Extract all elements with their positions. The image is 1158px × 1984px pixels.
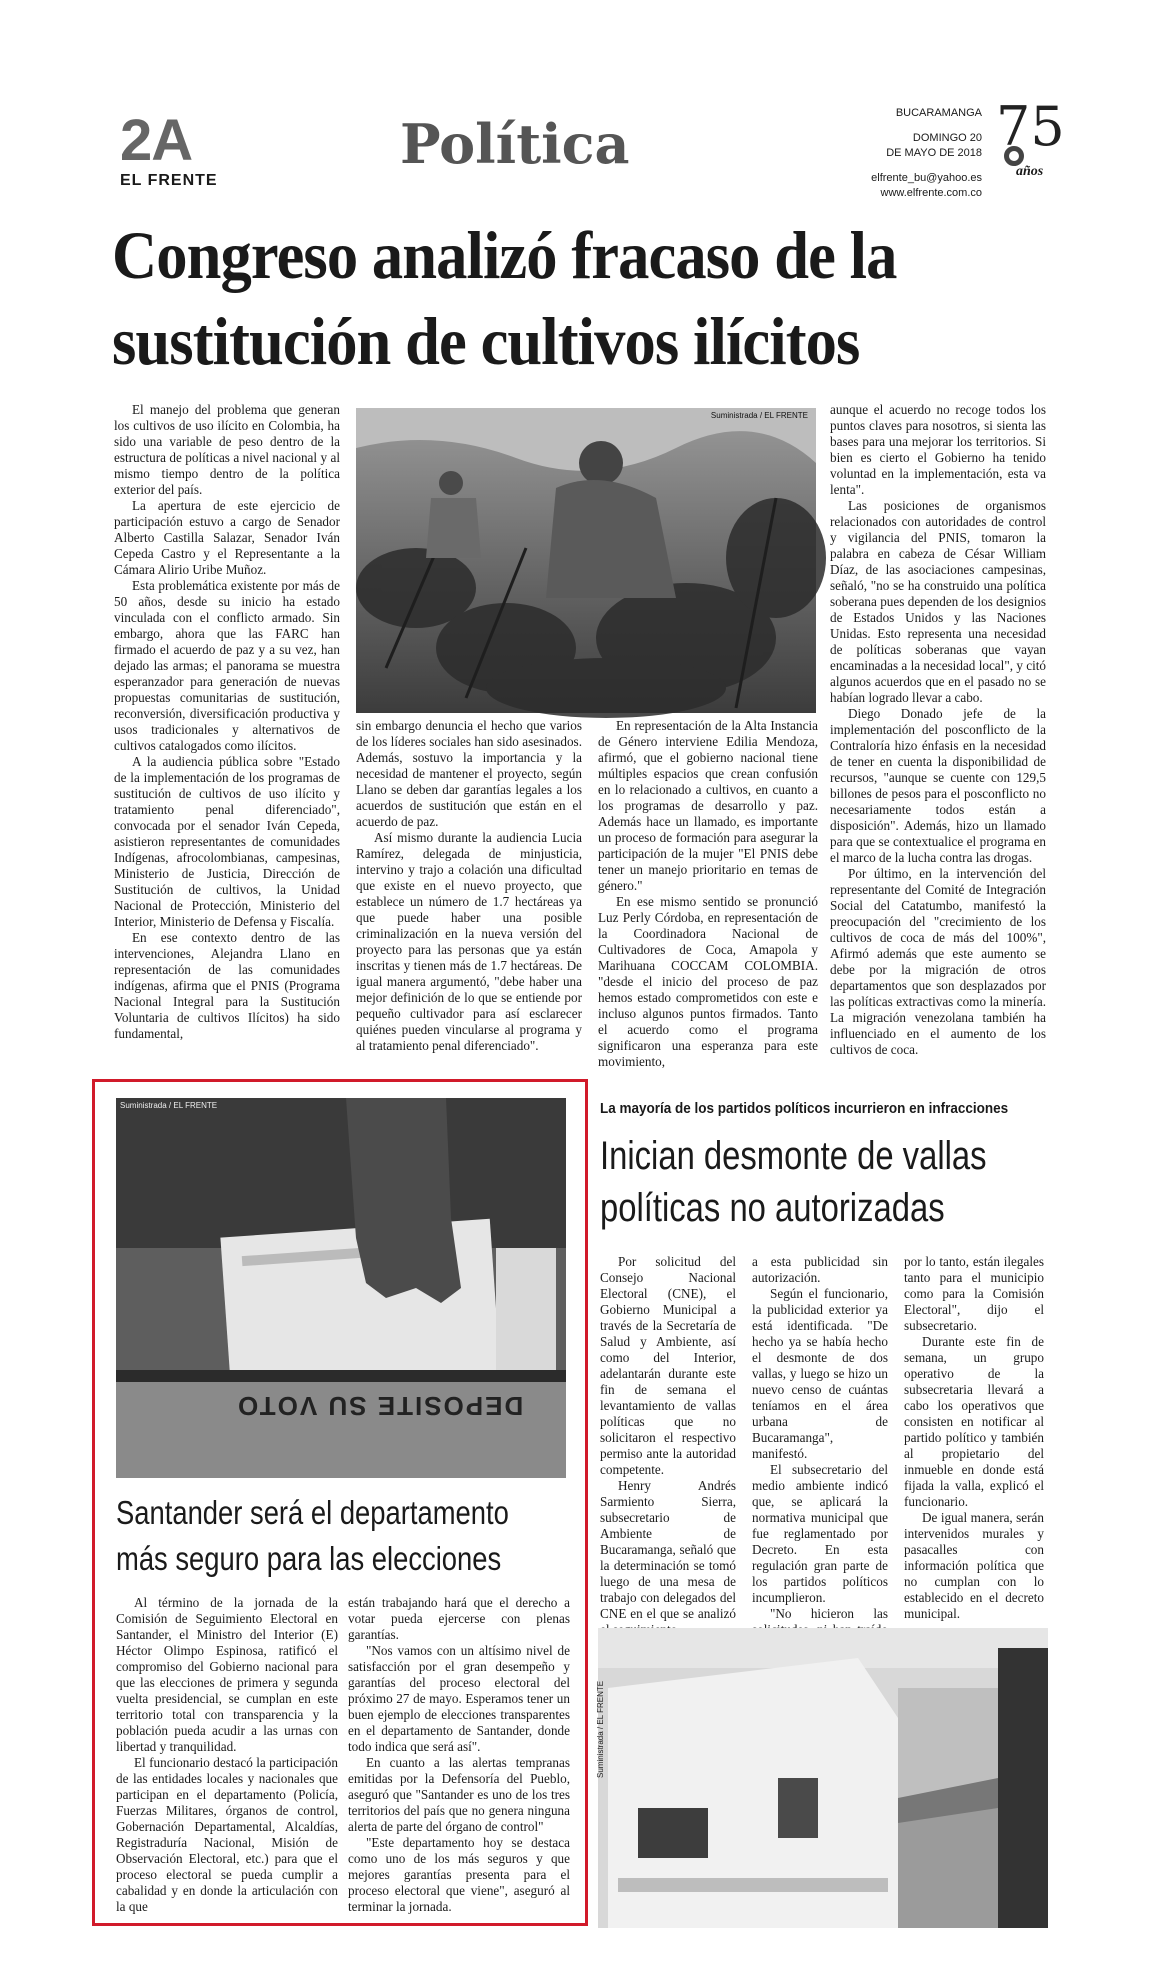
paragraph: La apertura de este ejercicio de participación estuvo a cargo de Senador Alberto Castilla Salazar, Senador Iván Cepeda Castro y el Representante a la Cámara Alirio Uribe Muñoz.	[114, 498, 340, 577]
paragraph: están trabajando hará que el derecho a votar pueda ejercerse con plenas garantías.	[348, 1595, 570, 1642]
paragraph: "Este departamento hoy se destaca como uno de los más seguros y que mejores garantías presenta para el proceso electoral que viene", aseguró al terminar la jornada.	[348, 1835, 570, 1914]
paragraph: Por último, en la intervención del representante del Comité de Integración Social del Catatumbo, manifestó la preocupación del "crecimiento de los cultivos de coca de más del 100%", Afirmó además que este aumento se debe por la migración de otros departamentos que son desplazados por las políticas extractivas como la minería. La migración venezolana también ha influenciado en el aumento de los cultivos de coca.	[830, 866, 1046, 1057]
anniversary-ring-icon	[1004, 146, 1024, 166]
paragraph: En ese mismo sentido se pronunció Luz Perly Córdoba, en representación de la Coordinadora Nacional de Cultivadores de Coca, Amapola y Marihuana COCCAM COLOMBIA. "desde el inicio del proceso de paz hemos estado comprometidos con este e incluso algunos puntos firmados. Tanto el acuerdo como el programa significaron una esperanza para este movimiento,	[598, 894, 818, 1069]
paragraph: a esta publicidad sin autorización.	[752, 1254, 888, 1285]
paragraph: El funcionario destacó la participación de las entidades locales y nacionales que participan en el departamento (Policía, Fuerzas Militares, órganos de control, Gobernación Departamental, Alcaldías, Registraduría Nacional, Misión de Observación Electoral, etc.) para que el proceso electoral se pueda cumplir a cabalidad y en donde la articulación con la que	[116, 1755, 338, 1914]
side-headline-line-2: políticas no autorizadas	[600, 1186, 945, 1230]
paragraph: Henry Andrés Sarmiento Sierra, subsecretario de Ambiente de Bucaramanga, señaló que la determinación se tomó luego de una mesa de trabajo con delegados del CNE en el que se analizó	[600, 1478, 736, 1621]
paragraph: sin embargo denuncia el hecho que varios de los líderes sociales han sido asesinados. Además, sostuvo la importancia y la necesidad de mantener el proyecto, según Llano se deben dar garantías legales a los acuerdos de sustitución que están en el acuerdo de paz.	[356, 718, 582, 829]
paragraph: Según el funcionario, la publicidad exterior ya está identificada. "De hecho ya se había hecho el desmonte de dos vallas, y luego se hizo un nuevo censo de cuántas teníamos en el área urbana de Bucaramanga", manifestó.	[752, 1286, 888, 1461]
billboard-building-photo	[598, 1628, 1048, 1928]
coca-field-photo-art	[356, 408, 816, 713]
paragraph: por lo tanto, están ilegales tanto para el municipio como para la Comisión Electoral", dijo el subsecretario.	[904, 1254, 1044, 1333]
paragraph: El manejo del problema que generan los cultivos de uso ilícito en Colombia, ha sido una variable de peso dentro de la estructura de políticas a nivel nacional y al mismo tiempo dentro de la política exterior del país.	[114, 402, 340, 497]
side-article-kicker: La mayoría de los partidos políticos incurrieron en infracciones	[600, 1100, 1009, 1117]
paragraph: aunque el acuerdo no recoge todos los puntos claves para nosotros, si sienta las bases para una mejorar los territorios. Si bien es cierto el Gobierno ha tenido voluntad en la implementación, esta va lenta".	[830, 402, 1046, 497]
billboard-building-photo-art	[598, 1628, 1048, 1928]
main-headline-line-1: Congreso analizó fracaso de la	[112, 217, 897, 293]
side-headline-line-1: Inician desmonte de vallas	[600, 1134, 987, 1178]
contact-email: elfrente_bu@yahoo.es	[871, 172, 982, 184]
paragraph: Diego Donado jefe de la implementación del posconflicto de la Contraloría hizo énfasis en la necesidad de tener en cuenta la disponibilidad de recursos, "aunque se cuente con 129,5 billones de pesos para el posconflicto no necesariamente todos están a disposición". Además, hizo un llamado para que se contextualice el programa en el marco de la lucha contra las drogas.	[830, 706, 1046, 865]
paragraph: "Nos vamos con un altísimo nivel de satisfacción por el gran desempeño y garantías del proceso electoral del próximo 27 de mayo. Esperamos tener un buen ejemplo de elecciones transparentes en el departamento de Santander, donde todo indica que será así".	[348, 1643, 570, 1754]
main-article-column-2	[356, 718, 582, 1054]
main-headline-line-2: sustitución de cultivos ilícitos	[112, 303, 860, 379]
paragraph: Durante este fin de semana, un grupo operativo de la subsecretaria llevará a cabo los operativos que consisten en notificar al partido político y también al propietario del inmueble en donde está fijada la valla, explicó el funcionario.	[904, 1334, 1044, 1509]
paragraph: En cuanto a las alertas tempranas emitidas por la Defensoría del Pueblo, aseguró que "Santander es uno de los tres territorios del país que no genera ninguna alerta de parte del órgano de control"	[348, 1755, 570, 1834]
paragraph: En representación de la Alta Instancia de Género interviene Edilia Mendoza, afirmó, que el gobierno nacional tiene múltiples espacios que crean confusión en lo relacionado a cultivos, en cuanto a los programas de desarrollo y paz. Además hace un llamado, es importante un proceso de formación para asegurar la participación de la mujer "El PNIS debe tener un manejo prioritario en temas de género."	[598, 718, 818, 893]
main-article-column-3	[598, 718, 818, 1070]
paragraph: En ese contexto dentro de las intervenciones, Alejandra Llano en representación de las comunidades indígenas, afirma que el PNIS (Programa Nacional Integral para la Sustitución Voluntaria de cultivos Ilícitos) ha sido fundamental,	[114, 930, 340, 1041]
side-article-headline	[600, 1130, 1043, 1234]
boxed-headline-line-2: más seguro para las elecciones	[116, 1540, 502, 1577]
main-article-column-1	[114, 402, 340, 1042]
ballot-box-label: DEPOSITE SU VOTO	[236, 1391, 524, 1421]
anniversary-word: años	[1016, 164, 1044, 179]
main-headline	[112, 212, 977, 384]
main-article-column-4	[830, 402, 1046, 1058]
side-article-column-3	[904, 1254, 1044, 1622]
date-block	[871, 106, 982, 201]
paragraph: De igual manera, serán intervenidos murales y pasacalles con información política que no cumplan con lo establecido en el decreto municipal.	[904, 1510, 1044, 1621]
city-label: BUCARAMANGA	[895, 107, 982, 119]
ballot-box-photo-art	[116, 1098, 566, 1478]
side-article-column-2	[752, 1254, 888, 1654]
photo-credit: Suministrada / EL FRENTE	[596, 1680, 605, 1778]
page-number: 2A	[120, 108, 193, 173]
paragraph: El subsecretario del medio ambiente indicó que, se aplicará la normativa municipal que fue reglamentado por Decreto. En esta regulación gran parte de los partidos políticos incumplieron.	[752, 1462, 888, 1605]
publication-name: EL FRENTE	[120, 172, 218, 189]
ballot-box-photo	[116, 1098, 566, 1478]
boxed-article-column-2	[348, 1595, 570, 1915]
boxed-headline-line-1: Santander será el departamento	[116, 1494, 509, 1531]
section-title: Política	[400, 112, 630, 176]
photo-credit: Suministrada / EL FRENTE	[710, 411, 808, 420]
boxed-article-headline	[116, 1490, 564, 1582]
photo-credit: Suministrada / EL FRENTE	[120, 1101, 218, 1110]
anniversary-number: 75	[996, 95, 1065, 158]
side-article-column-1	[600, 1254, 736, 1638]
date-line-2: DE MAYO DE 2018	[886, 147, 982, 159]
paragraph: Al término de la jornada de la Comisión de Seguimiento Electoral en Santander, el Ministro del Interior (E) Héctor Olimpo Espinosa, ratificó el compromiso del Gobierno nacional para que las elecciones de primera y segunda vuelta presidencial, se cumplan en este territorio total con transparencia y la población pueda acudir a las urnas con libertad y tranquilidad.	[116, 1595, 338, 1754]
paragraph: Así mismo durante la audiencia Lucia Ramírez, delegada de minjusticia, intervino y trajo a colación una dificultad que existe en el nuevo proyecto, que establece un número de 1.7 hectáreas ya que puede haber una posible criminalización en la nueva versión del proyecto para las personas que ya están inscritas y tienen más de 1.7 hectáreas. De igual manera argumentó, "debe haber una mejor definición de lo que se entiende por pequeño cultivador para así esclarecer quiénes pueden vincularse al programa y al tratamiento penal diferenciado".	[356, 830, 582, 1053]
website-link: www.elfrente.com.co	[880, 187, 982, 199]
coca-field-photo	[356, 408, 816, 713]
paragraph: Las posiciones de organismos relacionados con autoridades de control y vigilancia del PNIS, tomaron la palabra en cabeza de César William Díaz, de las asociaciones campesinas, señaló, "no se ha construido una política soberana pues dependen de los designios de Estados Unidos y las Naciones Unidas. Esto representa una necesidad de políticas soberanas que vayan encaminadas a la necesidad local", y citó algunos acuerdos que en el pasado no se habían logrado llevar a cabo.	[830, 498, 1046, 705]
anniversary-logo	[996, 95, 1065, 188]
boxed-article-column-1	[116, 1595, 338, 1915]
paragraph: "No hicieron las	[770, 1606, 888, 1621]
paragraph: Por solicitud del Consejo Nacional Electoral (CNE), el Gobierno Municipal a través de la Secretaría de Salud y Ambiente, así como del Interior, adelantarán durante este fin de semana el levantamiento de vallas políticas que no solicitaron el respectivo permiso ante la autoridad competente.	[600, 1254, 736, 1477]
date-line-1: DOMINGO 20	[912, 132, 982, 144]
paragraph: Esta problemática existente por más de 50 años, desde su inicio ha estado vinculada con el conflicto armado. Sin embargo, ahora que las FARC han firmado el acuerdo de paz y a su vez, han dejado las armas; el panorama se muestra esperanzador para generación de nuevas propuestas comunitarias de sustitución, reconversión, diversificación productiva y usos tradicionales y alternativos de cultivos catalogados como ilícitos.	[114, 578, 340, 753]
paragraph: A la audiencia pública sobre "Estado de la implementación de los programas de sustitución de cultivos de uso ilícito y tratamiento penal diferenciado", convocada por el senador Iván Cepeda, asistieron representantes de comunidades Indígenas, afrocolombianas, campesinas, Ministerio de Justicia, Dirección de Sustitución de cultivos, la Unidad Nacional de Protección, Ministerio del Interior, Ministerio de Defensa y Fiscalía.	[114, 754, 340, 929]
